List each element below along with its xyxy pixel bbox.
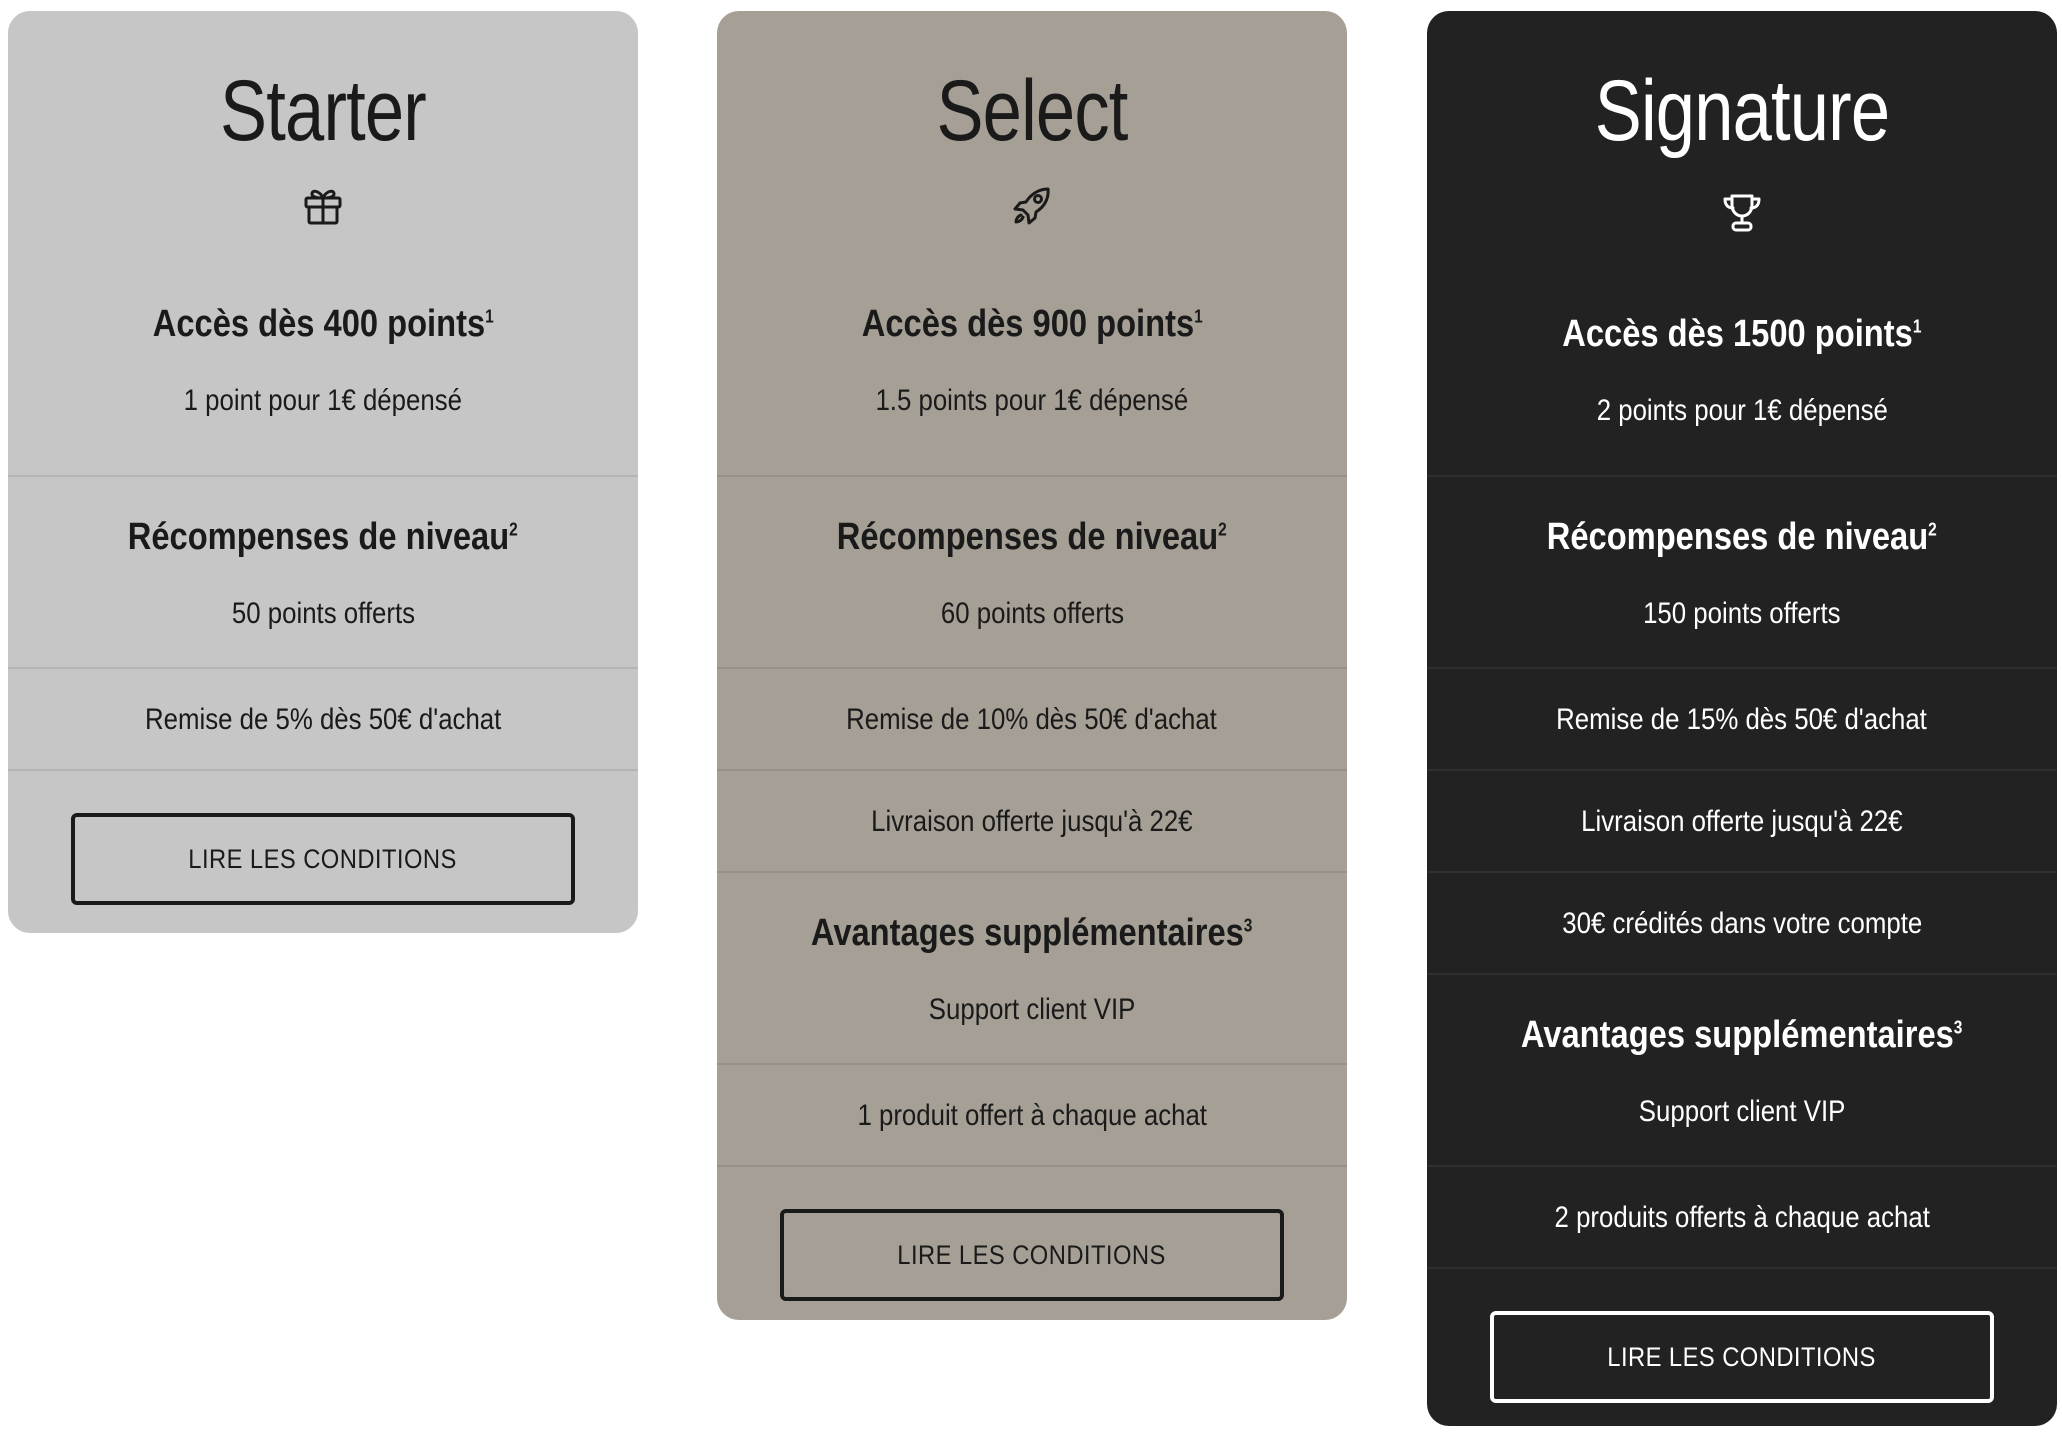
access-section bbox=[1427, 215, 2057, 477]
benefit-text: Remise de 15% dès 50€ d'achat bbox=[1556, 702, 1928, 736]
rocket-icon bbox=[1008, 181, 1056, 229]
tier-header bbox=[717, 11, 1347, 205]
extra-text: 1 produit offert à chaque achat bbox=[857, 1098, 1207, 1132]
rewards-section bbox=[1427, 477, 2057, 669]
extra-section bbox=[1427, 975, 2057, 1167]
access-title: Accès dès 900 points$^1$ bbox=[861, 303, 1203, 345]
gift-icon bbox=[299, 181, 347, 229]
tier-name: Select bbox=[936, 63, 1128, 159]
benefit-text: 30€ crédités dans votre compte bbox=[1562, 906, 1922, 940]
rewards-section bbox=[8, 477, 638, 669]
benefit-row bbox=[1427, 873, 2057, 975]
benefit-row bbox=[1427, 669, 2057, 771]
benefit-row bbox=[717, 669, 1347, 771]
access-section bbox=[8, 205, 638, 477]
button-area bbox=[717, 1167, 1347, 1320]
extra-text: 2 produits offerts à chaque achat bbox=[1554, 1200, 1930, 1234]
earn-rate: 2 points pour 1€ dépensé bbox=[1596, 394, 1888, 427]
tier-name: Signature bbox=[1594, 63, 1890, 159]
extra-section bbox=[717, 873, 1347, 1065]
rewards-title: Récompenses de niveau$^2$ bbox=[1546, 516, 1938, 558]
tier-header bbox=[1427, 11, 2057, 215]
rewards-section bbox=[717, 477, 1347, 669]
extra-row bbox=[1427, 1167, 2057, 1269]
tier-card-starter bbox=[8, 11, 638, 933]
extra-first: Support client VIP bbox=[1638, 1095, 1846, 1128]
rewards-points: 50 points offerts bbox=[231, 597, 415, 630]
benefit-text: Remise de 5% dès 50€ d'achat bbox=[144, 702, 502, 736]
benefit-row bbox=[8, 669, 638, 771]
benefit-text: Remise de 10% dès 50€ d'achat bbox=[846, 702, 1218, 736]
button-area bbox=[8, 771, 638, 933]
extra-first: Support client VIP bbox=[928, 993, 1136, 1026]
extra-title: Avantages supplémentaires$^3$ bbox=[811, 912, 1253, 954]
rewards-points: 150 points offerts bbox=[1643, 597, 1841, 630]
earn-rate: 1 point pour 1€ dépensé bbox=[183, 384, 463, 417]
access-title: Accès dès 1500 points$^1$ bbox=[1562, 313, 1922, 355]
read-conditions-button[interactable]: LIRE LES CONDITIONS bbox=[780, 1209, 1284, 1301]
access-section bbox=[717, 205, 1347, 477]
rewards-points: 60 points offerts bbox=[940, 597, 1124, 630]
benefit-text: Livraison offerte jusqu'à 22€ bbox=[1581, 804, 1903, 838]
benefit-text: Livraison offerte jusqu'à 22€ bbox=[871, 804, 1193, 838]
tier-name: Starter bbox=[220, 63, 426, 159]
benefit-row bbox=[717, 771, 1347, 873]
rewards-title: Récompenses de niveau$^2$ bbox=[127, 516, 519, 558]
extra-row bbox=[717, 1065, 1347, 1167]
tier-card-signature bbox=[1427, 11, 2057, 1426]
tier-card-select bbox=[717, 11, 1347, 1320]
button-area bbox=[1427, 1269, 2057, 1426]
read-conditions-button[interactable]: LIRE LES CONDITIONS bbox=[1490, 1311, 1994, 1403]
extra-title: Avantages supplémentaires$^3$ bbox=[1521, 1014, 1963, 1056]
tier-header bbox=[8, 11, 638, 205]
trophy-icon bbox=[1718, 189, 1766, 237]
earn-rate: 1.5 points pour 1€ dépensé bbox=[875, 384, 1189, 417]
benefit-row bbox=[1427, 771, 2057, 873]
read-conditions-button[interactable]: LIRE LES CONDITIONS bbox=[71, 813, 575, 905]
access-title: Accès dès 400 points$^1$ bbox=[152, 303, 494, 345]
rewards-title: Récompenses de niveau$^2$ bbox=[836, 516, 1228, 558]
